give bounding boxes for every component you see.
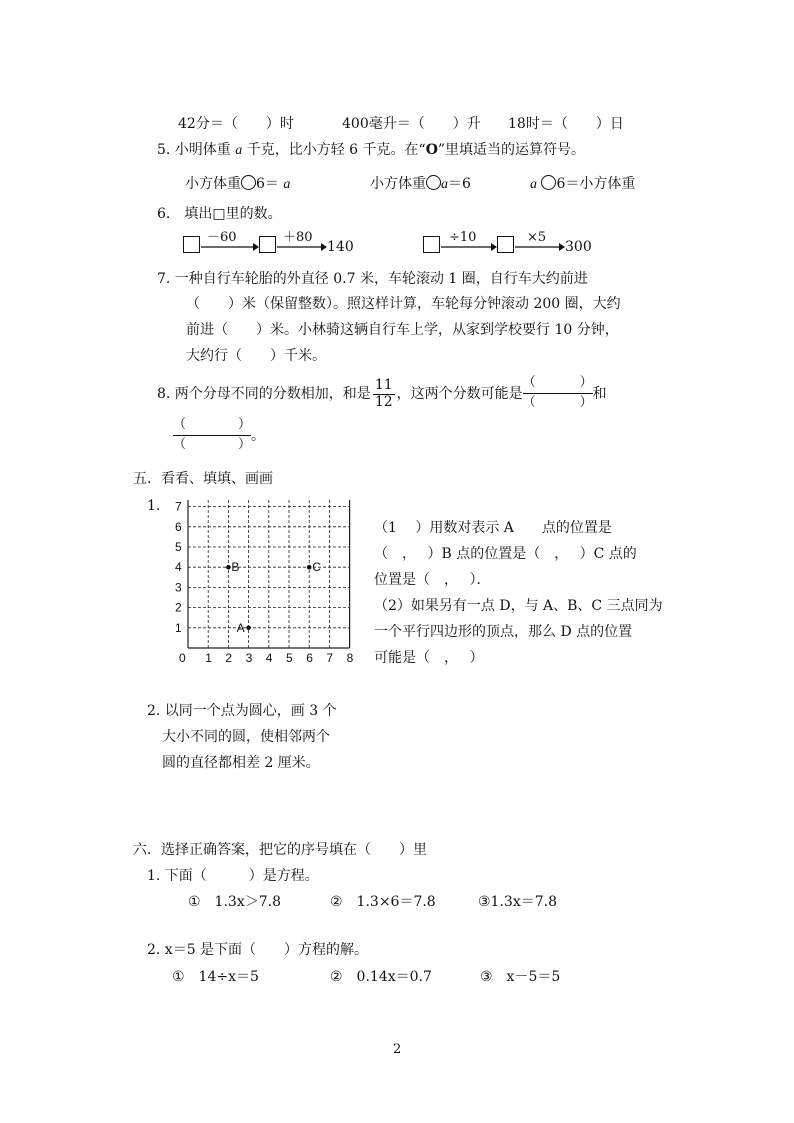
q7-line-1: 7. 一种自行车轮胎的外直径 0.7 米，车轮滚动 1 圈，自行车大约前进	[157, 271, 588, 287]
point-label-c: C	[312, 560, 321, 575]
sec6-q2-option-1[interactable]: ① 14÷x＝5	[172, 969, 259, 985]
y-tick-label: 6	[175, 519, 182, 534]
circle-blank-icon[interactable]	[541, 175, 556, 190]
sec5-q1-line-5: 一个平行四边形的顶点，那么 D 点的位置	[374, 624, 633, 640]
point-a	[246, 626, 251, 631]
x-tick-label: 8	[346, 651, 354, 665]
q5-equation-2: 小方体重 a＝6	[370, 176, 471, 192]
x-tick-label: 7	[326, 651, 334, 665]
x-tick-label: 3	[245, 651, 253, 665]
section-5-title: 五．看看、填填、画画	[133, 471, 273, 487]
sec5-q1-line-2: （ ， ）B 点的位置是（ ， ）C 点的	[374, 546, 637, 562]
point-label-a: A	[236, 620, 245, 635]
sec5-q2-line-2: 大小不同的圆，使相邻两个	[162, 729, 330, 745]
q4-conversion-3: 18时＝（ ）日	[508, 116, 624, 132]
arrow-icon	[277, 242, 327, 252]
q4-conversion-1: 42分＝（ ）时	[178, 116, 294, 132]
y-tick-label: 7	[175, 500, 182, 514]
sec5-q1-line-1: （1 ）用数对表示 A 点的位置是	[374, 520, 612, 536]
sec6-q2-option-2[interactable]: ② 0.14x＝0.7	[330, 969, 432, 985]
page-number: 2	[393, 1042, 402, 1057]
q6-chain-1: －60 ＋80 140	[183, 232, 363, 258]
q5-equation-3: a 6＝小方体重	[530, 176, 636, 192]
circle-blank-icon[interactable]	[426, 175, 441, 190]
q6-chain-2: ÷10 ×5 300	[423, 232, 623, 258]
q7-line-3: 前进（ ）米。小林骑这辆自行车上学，从家到学校要行 10 分钟，	[186, 322, 619, 338]
sec5-q1-number: 1.	[147, 498, 161, 514]
point-b	[226, 565, 231, 570]
answer-box[interactable]	[497, 236, 514, 253]
answer-box[interactable]	[259, 236, 276, 253]
answer-box[interactable]	[183, 236, 200, 253]
y-tick-label: 3	[175, 580, 182, 595]
x-tick-label: 4	[265, 651, 273, 665]
fraction-11-12: $\frac{11}{12}$	[374, 377, 393, 410]
x-tick-label: 2	[225, 651, 233, 665]
sec5-q1-line-3: 位置是（ ， ）．	[374, 572, 491, 588]
y-tick-label: 5	[175, 540, 182, 554]
sec5-q1-line-6: 可能是（ ， ）	[374, 650, 484, 666]
x-tick-label: 6	[306, 651, 313, 665]
sec5-q2-line-1: 2. 以同一个点为圆心，画 3 个	[147, 703, 337, 719]
sec6-q1-option-2[interactable]: ② 1.3×6＝7.8	[330, 894, 436, 910]
q7-line-4: 大约行（ ）千米。	[186, 348, 326, 364]
q8-second-fraction: （ ） （ ） 。	[173, 417, 265, 452]
arrow-icon	[515, 242, 565, 252]
answer-box[interactable]	[423, 236, 440, 253]
y-tick-label: 4	[175, 560, 182, 575]
coordinate-grid	[170, 500, 360, 670]
sec6-q2-option-3[interactable]: ③ x－5＝5	[480, 969, 561, 985]
point-c	[307, 565, 312, 570]
circle-blank-icon[interactable]	[241, 175, 256, 190]
sec6-q1-prompt: 1. 下面（ ）是方程。	[147, 868, 319, 884]
sec6-q1-option-1[interactable]: ① 1.3x＞7.8	[188, 894, 281, 910]
q7-line-2: （ ）米（保留整数）。照这样计算，车轮每分钟滚动 200 圈，大约	[186, 296, 621, 312]
y-tick-label: 2	[175, 600, 182, 615]
fraction-blank[interactable]: （ ） （ ）	[173, 417, 251, 452]
sec5-q1-line-4: （2）如果另有一点 D，与 A、B、C 三点同为	[374, 598, 663, 614]
x-tick-label: 1	[205, 651, 212, 665]
sec6-q1-option-3[interactable]: ③1.3x＝7.8	[478, 894, 557, 910]
sec5-q2-line-3: 圆的直径都相差 2 厘米。	[162, 755, 320, 771]
x-tick-label: 5	[286, 651, 293, 665]
q5-prompt: 5. 小明体重 a 千克，比小方轻 6 千克。在“O”里填适当的运算符号。	[157, 142, 586, 158]
q6-prompt: 6. 填出□里的数。	[157, 206, 282, 222]
y-tick-label: 1	[175, 620, 182, 635]
arrow-icon	[441, 242, 497, 252]
point-label-b: B	[231, 560, 240, 575]
q4-conversion-2: 400毫升＝（ ）升	[342, 116, 481, 132]
arrow-icon	[201, 242, 259, 252]
q8-prompt: 8. 两个分母不同的分数相加，和是 $\frac{11}{12}$ ，这两个分数可能是 （ ） （ ） 和	[157, 375, 607, 410]
x-tick-label: 0	[179, 651, 186, 665]
q5-equation-1: 小方体重 6＝ a	[185, 176, 291, 192]
fraction-blank[interactable]: （ ） （ ）	[522, 375, 593, 410]
section-6-title: 六．选择正确答案，把它的序号填在（ ）里	[133, 842, 427, 858]
sec6-q2-prompt: 2. x＝5 是下面（ ）方程的解。	[147, 942, 369, 958]
